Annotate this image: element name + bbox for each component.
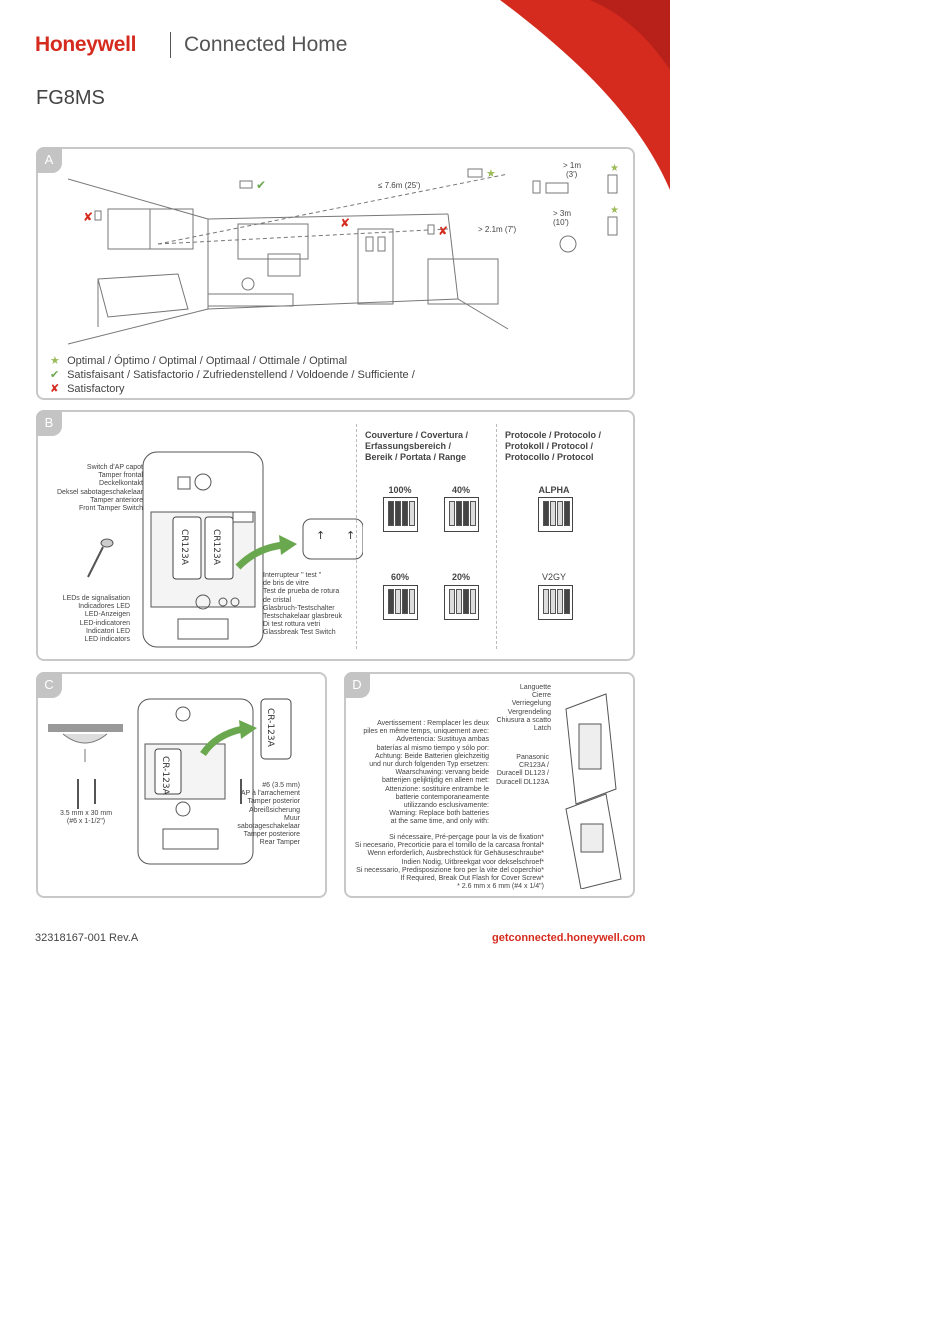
led-label-list: LEDs de signalisation Indicadores LED LED-Anzeigen LED-indicatoren Indicatori LED LED indicators (62, 595, 130, 644)
svg-text:CR-123A: CR-123A (265, 708, 275, 747)
dip-switch-lever (543, 501, 549, 526)
tamper-label-list: Switch d'AP capot Tamper frontal Deckelkontakt Deksel sabotageschakelaar Tamper anteriore Front Tamper Switch (57, 464, 143, 513)
dip-switch-coverage-40 (444, 497, 479, 532)
panel-c (36, 672, 327, 898)
model-title: FG8MS (36, 87, 105, 109)
panel-c-label: C (36, 672, 62, 698)
dip-switch-lever (550, 501, 556, 526)
svg-text:★: ★ (610, 163, 619, 174)
dip-switch-lever (557, 501, 563, 526)
protocol-alpha-label: ALPHA (538, 485, 570, 495)
star-icon: ★ (50, 355, 60, 367)
svg-text:✘: ✘ (340, 216, 351, 230)
dip-switch-lever (388, 501, 394, 526)
legend-satisfactory: ✔ Satisfaisant / Satisfactorio / Zufriedenstellend / Voldoende / Sufficiente / (50, 369, 415, 381)
dip-switch-protocol-alpha (538, 497, 573, 532)
panel-a (36, 147, 635, 400)
brand-separator (170, 32, 171, 58)
dip-switch-lever (470, 501, 476, 526)
svg-text:CR-123A: CR-123A (160, 756, 170, 795)
latch-label-list: Languette Cierre Verriegelung Vergrendeling Chiusura a scatto Latch (496, 684, 551, 733)
dip-switch-lever (456, 501, 462, 526)
dip-switch-lever (456, 589, 462, 614)
dip-switch-lever (470, 589, 476, 614)
dip-switch-lever (409, 501, 415, 526)
dip-switch-lever (463, 501, 469, 526)
coverage-header: Couverture / Covertura / Erfassungsbereich / Bereik / Portata / Range (365, 430, 469, 462)
dip-switch-coverage-60 (383, 585, 418, 620)
svg-text:↑: ↑ (346, 529, 356, 542)
dip-switch-lever (402, 501, 408, 526)
svg-text:★: ★ (486, 167, 496, 180)
coverage-60-label: 60% (390, 572, 409, 582)
dip-switch-lever (463, 589, 469, 614)
brand-logo: Honeywell (35, 33, 137, 56)
panel-a-label: A (36, 147, 62, 173)
dip-switch-lever (550, 589, 556, 614)
dip-switch-lever (564, 589, 570, 614)
check-icon: ✔ (50, 369, 60, 381)
protocol-v2gy-label: V2GY (541, 572, 566, 582)
room-placement-illustration (68, 159, 628, 349)
battery-warning-text: Avertissement : Remplacer les deux piles en même temps, uniquement avec: Advertencia: Sustituya ambas baterías al mismo tiempo y sólo por: Achtung: Beide Batterien gleichzeitig und nur durch folgenden Typ ersetzen: Waarschuwing: vervang beide batterijen gelijktijdig en alleen met: Attenzione: sostituire entrambe le batterie contemporaneamente utilizzando esclusivamente: Warning: Replace both batteries at the same time, and only with: (363, 720, 489, 826)
test-switch-label-list: Interrupteur " test " de bris de vitre Test de prueba de rotura de cristal Glasbruch-Testschalter Testschakelaar glasbreuk Di test rottura vetri Glassbreak Test Switch (263, 572, 342, 637)
dip-switch-coverage-100 (383, 497, 418, 532)
cover-screw-knockout-text: Si nécessaire, Pré-perçage pour la vis de fixation* Si necesario, Precorticie para el tornillo de la carcasa frontal* Wenn erforderlich, Ausbrechstück für Gehäuseschraube* Indien Nodig, Uitbreekgat voor dekselschroef* Si necessario, Predisposizione foro per la vite del coperchio* If Required, Break Out Flash for Cover Screw* * 2.6 mm x 6 mm (#4 x 1/4") (354, 834, 544, 891)
section-divider-1 (356, 424, 358, 649)
panel-b-label: B (36, 410, 62, 436)
legend-not-recommended: ✘ Satisfactory (50, 383, 125, 395)
dip-switch-lever (449, 589, 455, 614)
dip-switch-lever (409, 589, 415, 614)
distance-1m: > 1m (563, 161, 582, 170)
distance-3m-ft: (10') (553, 218, 569, 227)
panel-d (344, 672, 635, 898)
document-number: 32318167-001 Rev.A (35, 932, 139, 944)
dip-switch-lever (395, 501, 401, 526)
battery-label-1: CR123A (179, 529, 189, 565)
distance-1m-ft: (3') (566, 170, 578, 179)
distance-label: ≤ 7.6m (25') (378, 181, 421, 190)
section-divider-2 (496, 424, 498, 649)
panel-d-label: D (344, 672, 370, 698)
svg-text:✘: ✘ (83, 210, 94, 224)
dip-switch-lever (564, 501, 570, 526)
panel-b (36, 410, 635, 661)
dip-switch-protocol-v2gy (538, 585, 573, 620)
coverage-40-label: 40% (451, 485, 470, 495)
svg-text:✘: ✘ (438, 224, 449, 238)
dip-switch-lever (395, 589, 401, 614)
svg-text:✔: ✔ (256, 178, 267, 192)
distance-3m: > 3m (553, 209, 572, 218)
height-label: > 2.1m (7') (478, 225, 517, 234)
coverage-20-label: 20% (451, 572, 470, 582)
screw-size-label: 3.5 mm x 30 mm (#6 x 1-1/2") (59, 810, 113, 826)
protocol-header: Protocole / Protocolo / Protokoll / Protocol / Protocollo / Protocol (505, 430, 602, 462)
battery-label-2: CR123A (211, 529, 221, 565)
dip-switch-lever (388, 589, 394, 614)
dip-switch-lever (449, 501, 455, 526)
website-link[interactable]: getconnected.honeywell.com (492, 932, 646, 944)
coverage-100-label: 100% (388, 485, 412, 495)
cover-latch-illustration (551, 689, 631, 889)
svg-text:↑: ↑ (316, 529, 326, 542)
dip-switch-lever (543, 589, 549, 614)
battery-brand-list: Panasonic CR123A / Duracell DL123 / Duracell DL123A (496, 754, 549, 786)
dip-switch-lever (557, 589, 563, 614)
cross-icon: ✘ (50, 383, 60, 395)
rear-tamper-label-list: #6 (3.5 mm) AP à l'arrachement Tamper posterior Abreißsicherung Muur sabotageschakelaar Tamper posteriore Rear Tamper (237, 782, 300, 847)
brand-division: Connected Home (184, 33, 348, 56)
svg-text:★: ★ (610, 205, 619, 216)
legend-optimal: ★ Optimal / Óptimo / Optimal / Optimaal / Ottimale / Optimal (50, 355, 348, 367)
dip-switch-coverage-20 (444, 585, 479, 620)
dip-switch-lever (402, 589, 408, 614)
